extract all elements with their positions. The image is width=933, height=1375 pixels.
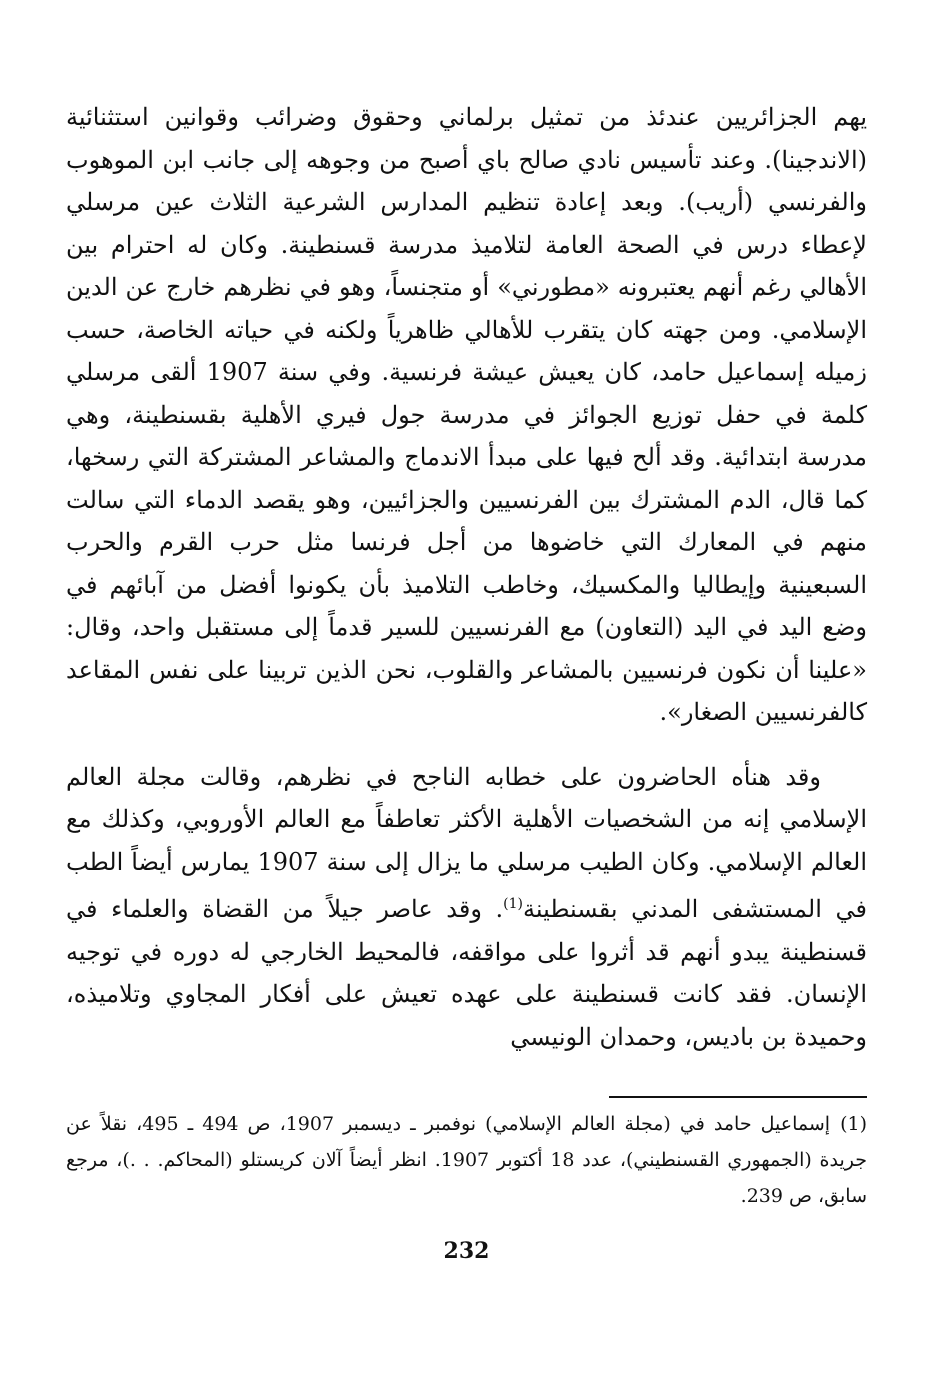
footnote-text: إسماعيل حامد في (مجلة العالم الإسلامي) نوفمبر ـ ديسمبر 1907، ص 494 ـ 495، نقلاً عن جريدة (الجمهوري القسنطيني)، عدد 18 أكتوبر 1907. انظر أيضاً آلان كريستلو (المحاكم. . .)، مرجع سابق، ص 239. (66, 1113, 867, 1207)
book-page (66, 96, 867, 1375)
body-paragraph-1: يهم الجزائريين عندئذ من تمثيل برلماني وحقوق وضرائب وقوانين استثنائية (الاندجينا). وعند تأسيس نادي صالح باي أصبح من وجوهه إلى جانب ابن الموهوب والفرنسي (أريب). وبعد إعادة تنظيم المدارس الشرعية الثلاث عين مرسلي لإعطاء درس في الصحة العامة لتلاميذ مدرسة قسنطينة. وكان له احترام بين الأهالي رغم أنهم يعتبرونه «مطورني» أو متجنساً، وهو في نظرهم خارج عن الدين الإسلامي. ومن جهته كان يتقرب للأهالي ظاهرياً ولكنه في حياته الخاصة، حسب زميله إسماعيل حامد، كان يعيش عيشة فرنسية. وفي سنة 1907 ألقى مرسلي كلمة في حفل توزيع الجوائز في مدرسة جول فيري الأهلية بقسنطينة، وهي مدرسة ابتدائية. وقد ألح فيها على مبدأ الاندماج والمشاعر المشتركة التي رسخها، كما قال، الدم المشترك بين الفرنسيين والجزائيين، وهو يقصد الدماء التي سالت منهم في المعارك التي خاضوها من أجل فرنسا مثل حرب القرم والحرب السبعينية وإيطاليا والمكسيك، وخاطب التلاميذ بأن يكونوا أفضل من آبائهم في وضع اليد في اليد (التعاون) مع الفرنسيين للسير قدماً إلى مستقبل واحد، وقال: «علينا أن نكون فرنسيين بالمشاعر والقلوب، نحن الذين تربينا على نفس المقاعد كالفرنسيين الصغار». (66, 103, 868, 726)
footnote-divider (609, 1096, 867, 1098)
footnote-marker: (1) (840, 1113, 867, 1135)
body-paragraph-2 (66, 756, 867, 1059)
footnote-reference: (1) (503, 896, 523, 912)
body-paragraph-2-text: وقد هنأه الحاضرون على خطابه الناجح في نظرهم، وقالت مجلة العالم الإسلامي إنه من الشخصيات الأهلية الأكثر تعاطفاً مع العالم الأوروبي، وكذلك مع العالم الإسلامي. وكان الطيب مرسلي ما يزال إلى سنة 1907 يمارس أيضاً الطب في المستشفى المدني بقسنطينة (66, 762, 867, 923)
footnote (66, 1106, 867, 1214)
page-number: 232 (443, 1238, 490, 1264)
body-paragraph-2-tail: . وقد عاصر جيلاً من القضاة والعلماء في قسنطينة يبدو أنهم قد أثروا على مواقفه، فالمحيط الخارجي له دوره في توجيه الإنسان. فقد كانت قسنطينة على عهده تعيش على أفكار المجاوي وتلاميذه، وحميدة بن باديس، وحمدان الونيسي (66, 895, 867, 1051)
